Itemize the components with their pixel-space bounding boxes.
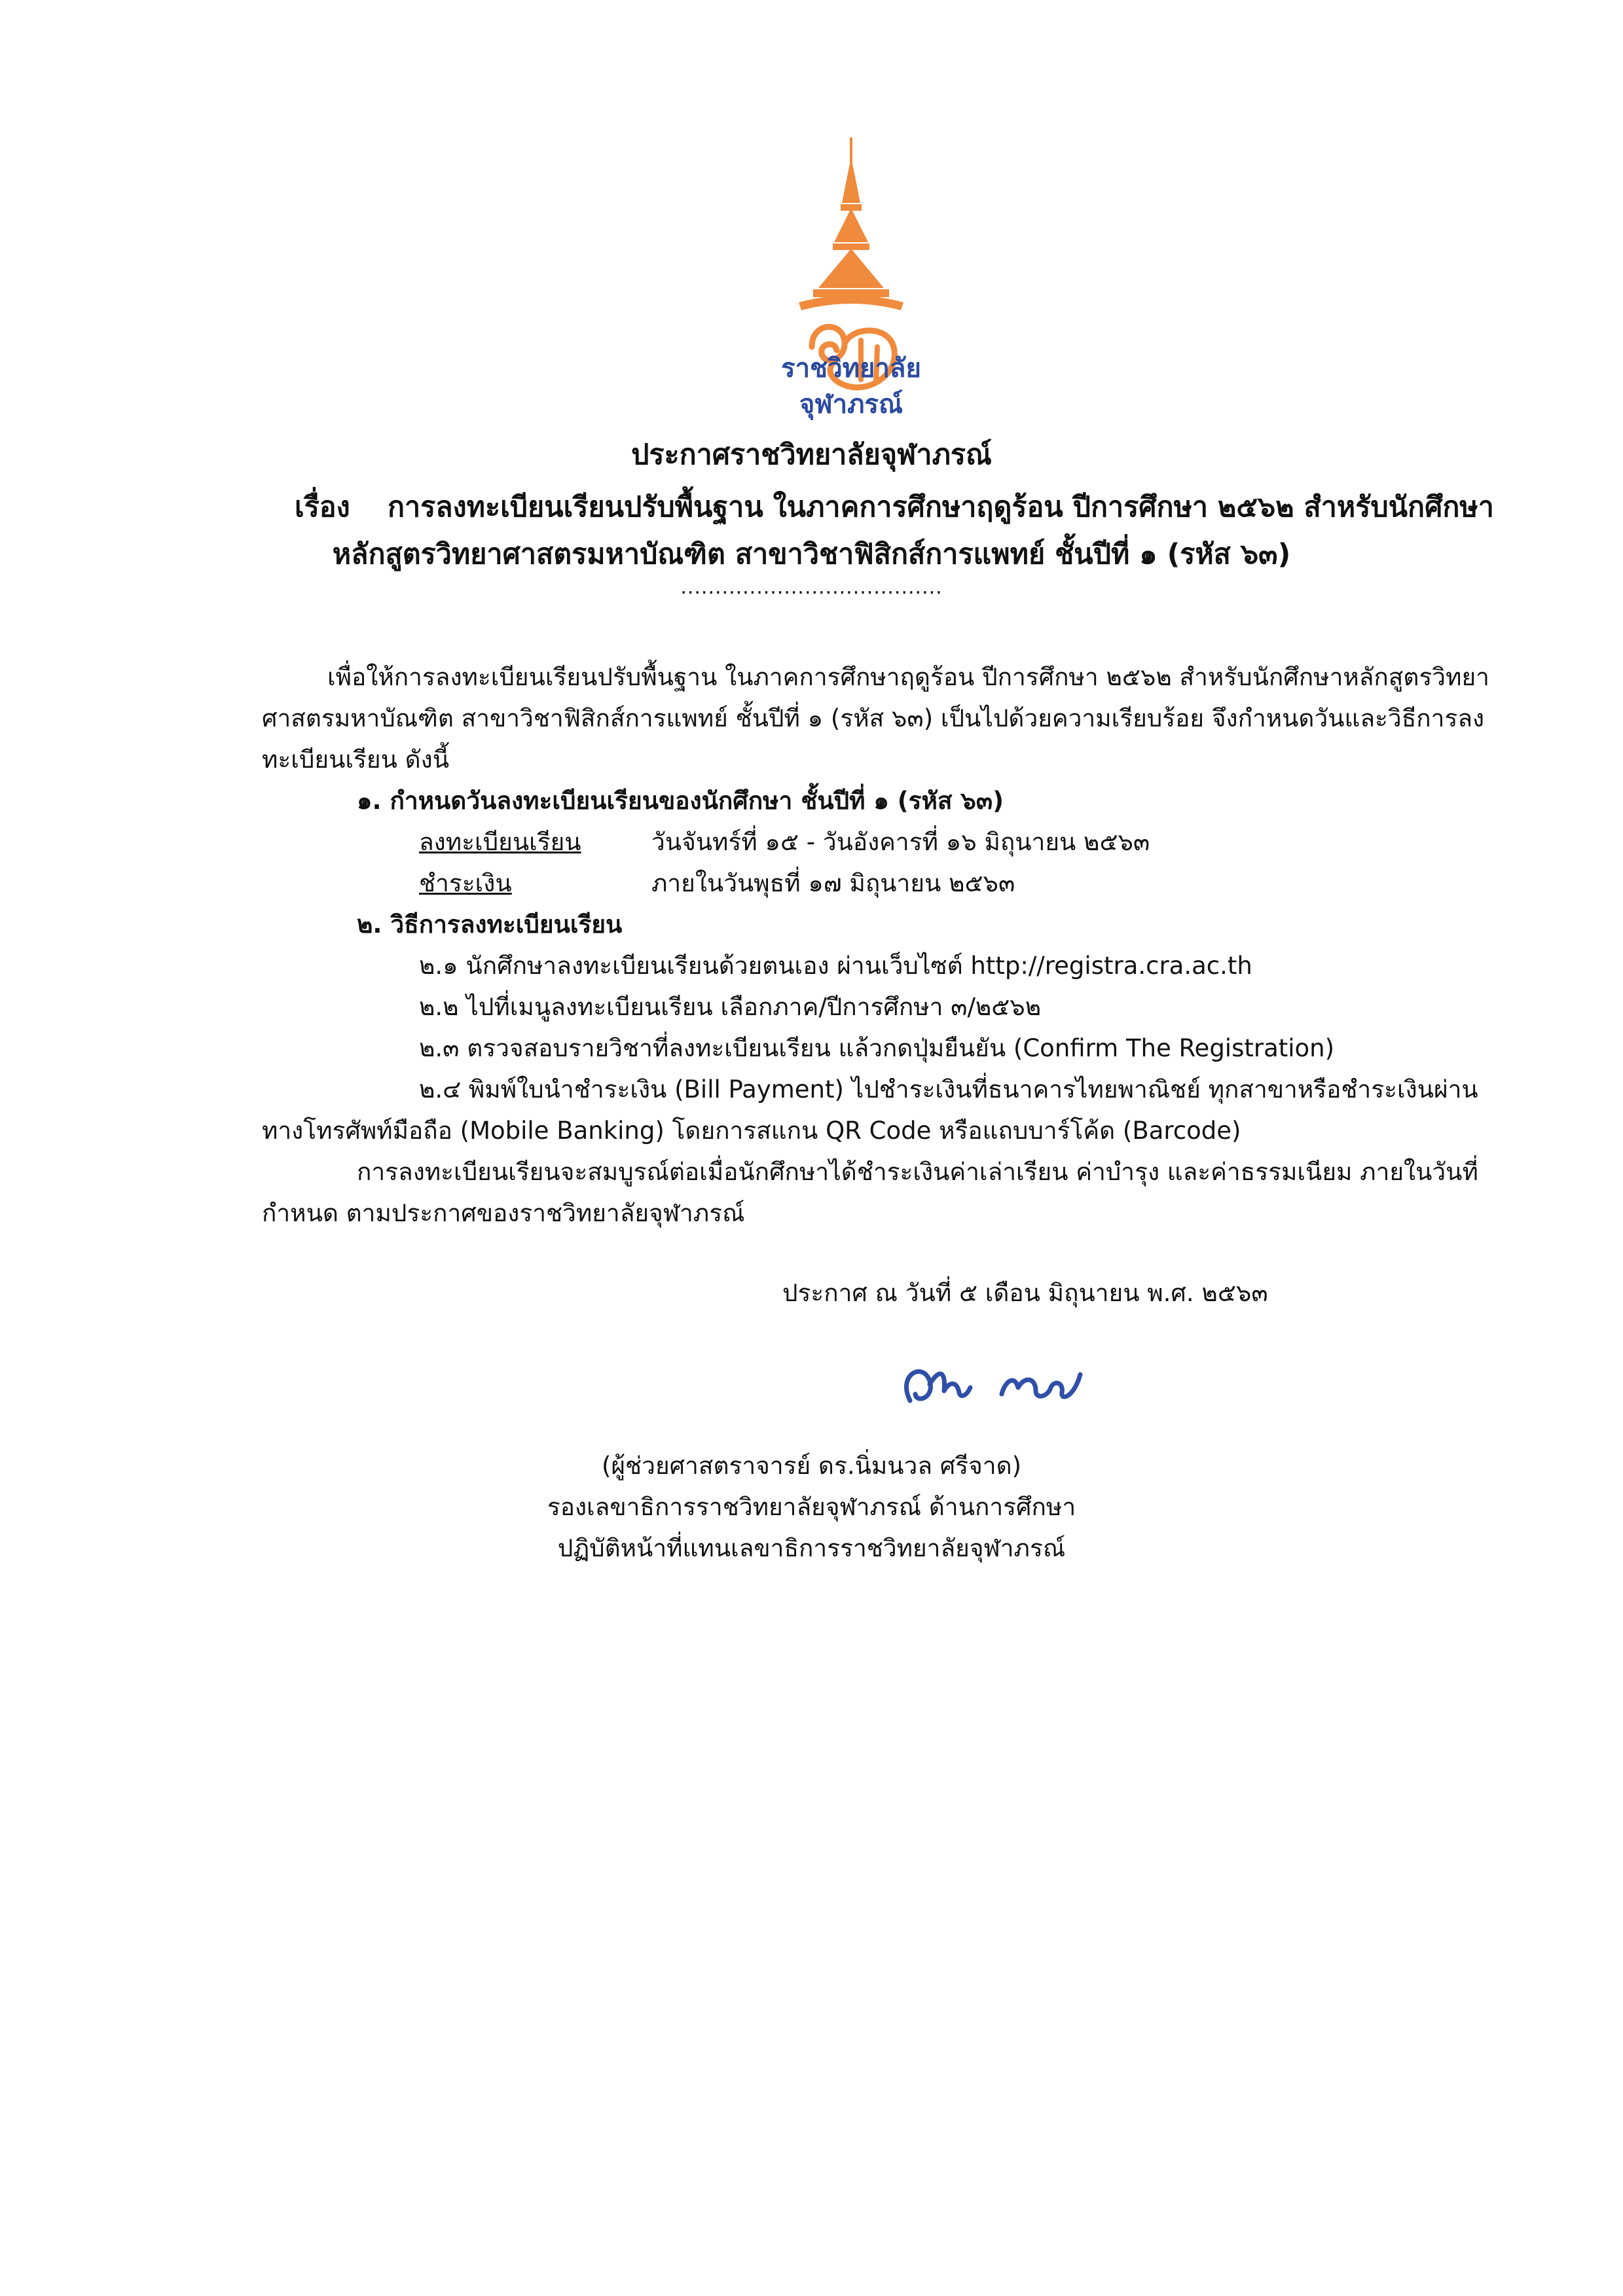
section-2-title: วิธีการลงทะเบียนเรียน [390, 910, 623, 939]
subject-line-1: การลงทะเบียนเรียนปรับพื้นฐาน ในภาคการศึกษาฤดูร้อน ปีการศึกษา ๒๕๖๒ สำหรับนักศึกษา [388, 491, 1494, 524]
step-2-4-line-1: ๒.๔ พิมพ์ใบนำชำระเงิน (Bill Payment) ไปชำระเงินที่ธนาคารไทยพาณิชย์ ทุกสาขาหรือชำระเงินผ่าน [419, 1075, 1478, 1103]
closing-line-1: การลงทะเบียนเรียนจะสมบูรณ์ต่อเมื่อนักศึกษาได้ชำระเงินค่าเล่าเรียน ค่าบำรุง และค่าธรรมเนียม ภายในวันที่ [357, 1158, 1478, 1186]
section-1-heading [357, 781, 1004, 820]
logo-name-line2: จุฬาภรณ์ [799, 389, 903, 420]
section-1-title: กำหนดวันลงทะเบียนเรียนของนักศึกษา ชั้นปีที่ ๑ (รหัส ๖๓) [390, 787, 1004, 815]
payment-date: ภายในวันพุธที่ ๑๗ มิถุนายน ๒๕๖๓ [651, 869, 1015, 897]
step-2-2: ๒.๒ ไปที่เมนูลงทะเบียนเรียน เลือกภาค/ปีการศึกษา ๓/๒๕๖๒ [419, 993, 1042, 1021]
closing-line-2: กำหนด ตามประกาศของราชวิทยาลัยจุฬาภรณ์ [262, 1199, 745, 1227]
intro-line-3: ทะเบียนเรียน ดังนี้ [262, 745, 450, 774]
subject-label: เรื่อง [295, 491, 350, 524]
logo-name-line1: ราชวิทยาลัย [781, 353, 921, 384]
intro-line-1: เพื่อให้การลงทะเบียนเรียนปรับพื้นฐาน ในภาคการศึกษาฤดูร้อน ปีการศึกษา ๒๕๖๒ สำหรับนักศึกษาหลักสูตรวิทยา [327, 663, 1489, 691]
signature-icon [884, 1335, 1106, 1433]
section-2-heading [357, 905, 622, 944]
intro-line-2: ศาสตรมหาบัณฑิต สาขาวิชาฟิสิกส์การแพทย์ ชั้นปีที่ ๑ (รหัส ๖๓) เป็นไปด้วยความเรียบร้อย จึงกำหนดวันและวิธีการลง [262, 704, 1485, 732]
section-2-number: ๒. [357, 910, 382, 939]
signatory-position-2: ปฏิบัติหน้าที่แทนเลขาธิการราชวิทยาลัยจุฬาภรณ์ [557, 1534, 1066, 1562]
subject-line-2: หลักสูตรวิทยาศาสตรมหาบัณฑิต สาขาวิชาฟิสิกส์การแพทย์ ชั้นปีที่ ๑ (รหัส ๖๓) [332, 538, 1291, 571]
step-2-4-line-2: ทางโทรศัพท์มือถือ (Mobile Banking) โดยการสแกน QR Code หรือแถบบาร์โค้ด (Barcode) [262, 1117, 1241, 1145]
announcement-title: ประกาศราชวิทยาลัยจุฬาภรณ์ [631, 439, 992, 471]
signatory-position-1: รองเลขาธิการราชวิทยาลัยจุฬาภรณ์ ด้านการศึกษา [547, 1493, 1076, 1521]
registration-label: ลงทะเบียนเรียน [419, 828, 581, 856]
registration-dates: วันจันทร์ที่ ๑๕ - วันอังคารที่ ๑๖ มิถุนายน ๒๕๖๓ [651, 828, 1150, 856]
title-divider: ...................................... [680, 576, 943, 599]
section-1-number: ๑. [357, 787, 382, 815]
announcement-date: ประกาศ ณ วันที่ ๕ เดือน มิถุนายน พ.ศ. ๒๕๖๓ [782, 1279, 1268, 1307]
step-2-1: ๒.๑ นักศึกษาลงทะเบียนเรียนด้วยตนเอง ผ่านเว็บไซต์ http://registra.cra.ac.th [419, 952, 1252, 980]
signatory-name: (ผู้ช่วยศาสตราจารย์ ดร.นิ่มนวล ศรีจาด) [601, 1452, 1022, 1480]
step-2-3: ๒.๓ ตรวจสอบรายวิชาที่ลงทะเบียนเรียน แล้วกดปุ่มยืนยัน (Confirm The Registration) [419, 1034, 1335, 1062]
payment-label: ชำระเงิน [419, 869, 512, 897]
